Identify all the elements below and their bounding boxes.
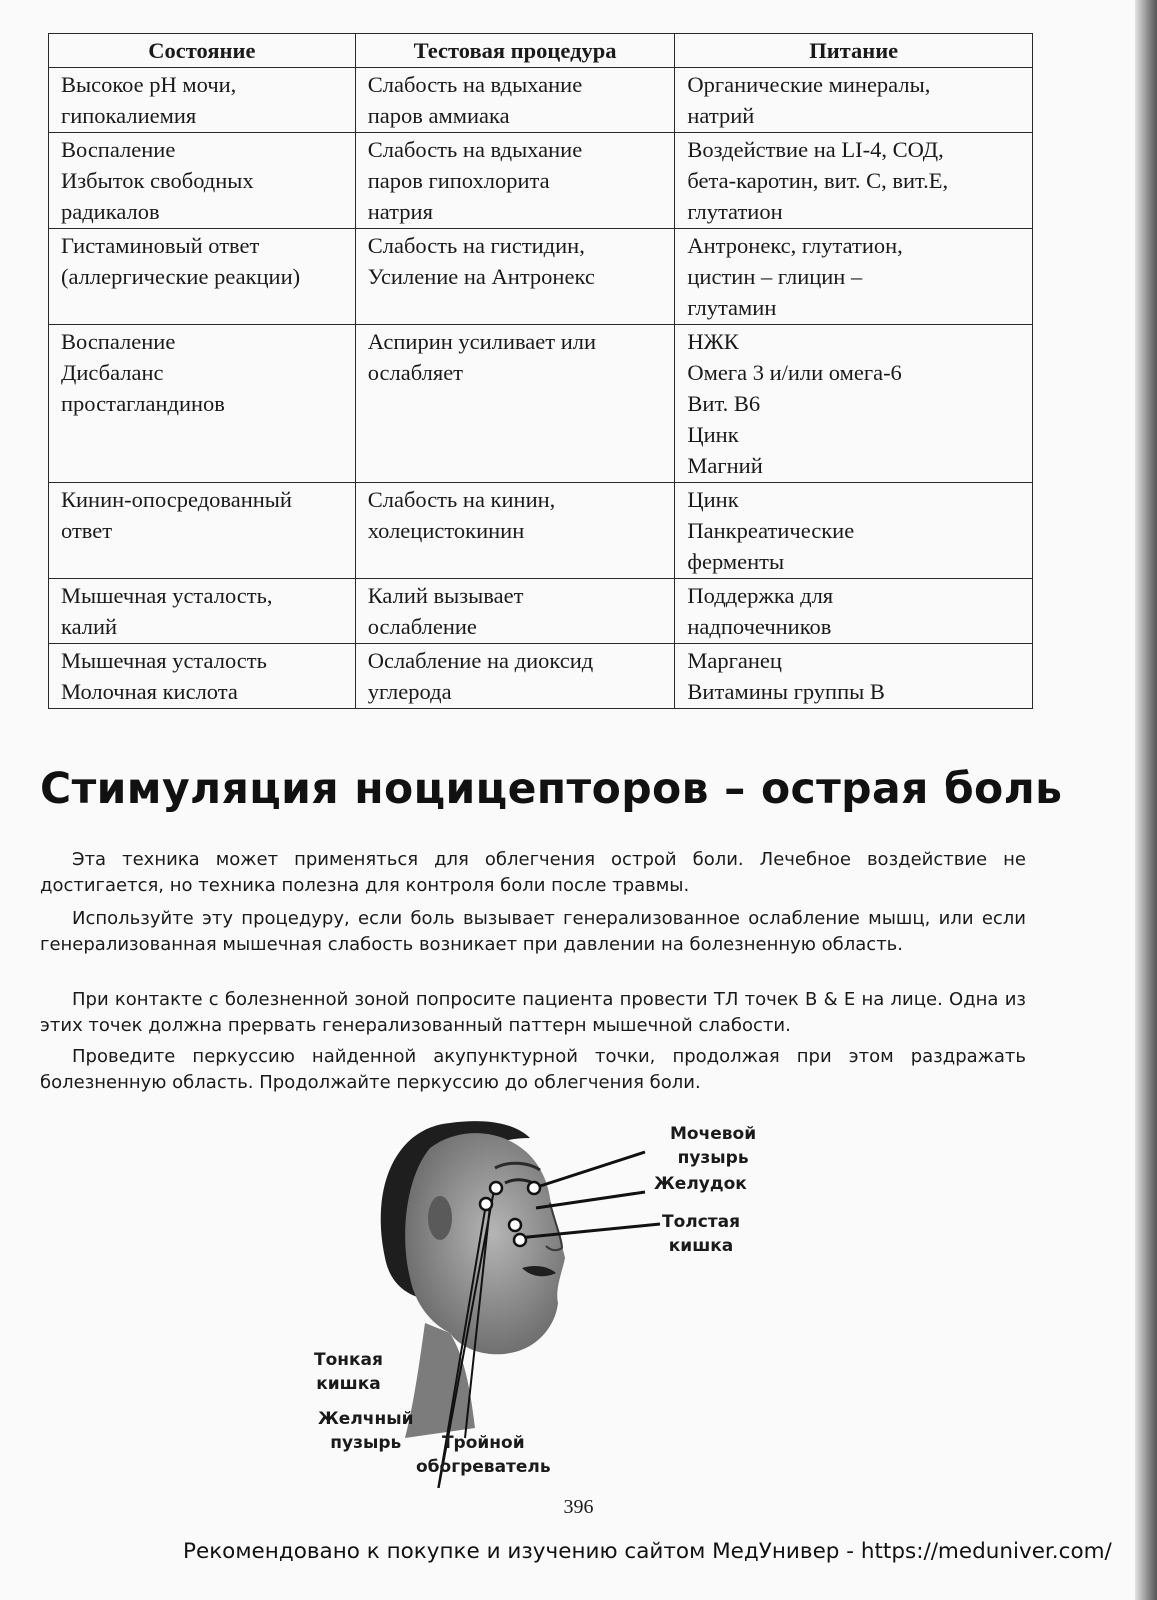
label-large-intestine: [662, 1210, 740, 1258]
table-cell-nutrition: [675, 68, 1033, 133]
cell-line: Слабость на кинин,: [367, 487, 556, 512]
table-row: [49, 483, 1033, 579]
acupoint-small-intestine: [514, 1234, 526, 1246]
label-large-intestine-line-2: кишка: [668, 1236, 734, 1256]
face-acupoints-figure: [300, 1108, 800, 1488]
table-cell-nutrition: [675, 579, 1033, 644]
cell-line: натрия: [367, 199, 433, 224]
cell-line: Цинк: [687, 422, 739, 447]
cell-line: Усиление на Антронекс: [367, 264, 595, 289]
cell-line: Вит. В6: [687, 391, 761, 416]
paragraph-3: При контакте с болезненной зоной попросите пациента провести TЛ точек В & Е на лице. Одна из этих точек должна прервать генерализованный паттерн мышечной слабости.: [40, 989, 1026, 1036]
cell-line: Поддержка для: [687, 583, 834, 608]
table-row: [49, 133, 1033, 229]
leader-line-bladder: [534, 1152, 645, 1188]
table-row: [49, 579, 1033, 644]
table-header-row: [49, 34, 1033, 68]
cell-line: холецистокинин: [367, 518, 525, 543]
cell-line: Антронекс, глутатион,: [687, 233, 903, 258]
label-stomach-line-1: Желудок: [654, 1174, 747, 1194]
cell-line: глутатион: [687, 199, 783, 224]
cell-line: Мышечная усталость: [61, 648, 267, 673]
cell-line: Ослабление на диоксид: [367, 648, 594, 673]
table-cell-procedure: [355, 68, 675, 133]
cell-line: цистин – глицин –: [687, 264, 863, 289]
header-procedure: Тестовая процедура: [355, 34, 675, 68]
cell-line: паров гипохлорита: [367, 168, 550, 193]
header-nutrition: Питание: [675, 34, 1033, 68]
acupoint-stomach: [528, 1182, 540, 1194]
table-cell-condition: [49, 325, 356, 483]
table-cell-procedure: [355, 644, 675, 709]
table-cell-procedure: [355, 229, 675, 325]
label-small-intestine: [314, 1348, 383, 1396]
cell-line: Кинин-опосредованный: [61, 487, 292, 512]
cell-line: ослабляет: [367, 360, 464, 385]
cell-line: НЖК: [687, 329, 739, 354]
table-row: [49, 325, 1033, 483]
cell-line: Воспаление: [61, 137, 176, 162]
cell-line: Панкреатические: [687, 518, 855, 543]
cell-line: гипокалиемия: [61, 103, 197, 128]
cell-line: Магний: [687, 453, 763, 478]
label-bladder-line-1: Мочевой: [670, 1124, 757, 1144]
paragraph-1: Эта техника может применяться для облегчения острой боли. Лечебное воздействие не достигается, но техника полезна для контроля боли после травмы.: [40, 849, 1026, 896]
cell-line: Дисбаланс: [61, 360, 164, 385]
table-cell-condition: [49, 644, 356, 709]
table-cell-procedure: [355, 579, 675, 644]
label-gallbladder: [318, 1407, 414, 1455]
cell-line: ответ: [61, 518, 113, 543]
cell-line: Аспирин усиливает или: [367, 329, 597, 354]
cell-line: Цинк: [687, 487, 739, 512]
table-row: [49, 229, 1033, 325]
table-cell-condition: [49, 68, 356, 133]
leader-line-stomach: [536, 1192, 645, 1208]
paragraph-4: Проведите перкуссию найденной акупунктурной точки, продолжая при этом раздражать болезненную область. Продолжайте перкуссию до облегчения боли.: [40, 1046, 1026, 1093]
cell-line: калий: [61, 614, 118, 639]
cell-line: Слабость на гистидин,: [367, 233, 585, 258]
table-row: [49, 68, 1033, 133]
acupoint-large-intestine: [509, 1219, 521, 1231]
ear: [428, 1196, 452, 1240]
label-triple-heater-line-2: обогреватель: [416, 1457, 551, 1477]
table-cell-procedure: [355, 133, 675, 229]
cell-line: надпочечников: [687, 614, 832, 639]
cell-line: бета-каротин, вит. С, вит.Е,: [687, 168, 949, 193]
label-triple-heater: [416, 1431, 551, 1479]
label-triple-heater-line-1: Тройной: [441, 1433, 525, 1453]
table-cell-procedure: [355, 325, 675, 483]
cell-line: (аллергические реакции): [61, 264, 301, 289]
paragraph-2: Используйте эту процедуру, если боль вызывает генерализованное ослабление мышц, или если генерализованная мышечная слабость возникает при давлении на болезненную область.: [40, 908, 1026, 955]
cell-line: Молочная кислота: [61, 679, 238, 704]
table-cell-nutrition: [675, 133, 1033, 229]
section-title: Стимуляция ноцицепторов – острая боль: [40, 765, 1063, 814]
label-gallbladder-line-1: Желчный: [318, 1409, 414, 1429]
label-bladder-line-2: пузырь: [677, 1148, 749, 1168]
header-condition: Состояние: [49, 34, 356, 68]
table-cell-condition: [49, 483, 356, 579]
cell-line: ферменты: [687, 549, 785, 574]
cell-line: Марганец: [687, 648, 782, 673]
label-bladder: [670, 1122, 756, 1170]
cell-line: Витамины группы В: [687, 679, 885, 704]
cell-line: Гистаминовый ответ: [61, 233, 260, 258]
table-cell-condition: [49, 579, 356, 644]
table-cell-nutrition: [675, 229, 1033, 325]
acupoint-bladder: [490, 1182, 502, 1194]
cell-line: глутамин: [687, 295, 777, 320]
label-stomach: [654, 1172, 747, 1196]
table-cell-nutrition: [675, 644, 1033, 709]
cell-line: Калий вызывает: [367, 583, 524, 608]
nutrition-table: [48, 33, 1033, 709]
page-edge-shadow: [1135, 0, 1157, 1600]
label-small-intestine-line-2: кишка: [316, 1374, 381, 1394]
cell-line: Высокое pH мочи,: [61, 72, 237, 97]
table-cell-nutrition: [675, 483, 1033, 579]
cell-line: радикалов: [61, 199, 160, 224]
cell-line: Воздействие на LI-4, СОД,: [687, 137, 944, 162]
table-cell-condition: [49, 229, 356, 325]
cell-line: углерода: [367, 679, 452, 704]
cell-line: Воспаление: [61, 329, 176, 354]
cell-line: натрий: [687, 103, 755, 128]
cell-line: паров аммиака: [367, 103, 510, 128]
cell-line: простагландинов: [61, 391, 225, 416]
table-cell-condition: [49, 133, 356, 229]
table-cell-procedure: [355, 483, 675, 579]
table-cell-nutrition: [675, 325, 1033, 483]
label-gallbladder-line-2: пузырь: [330, 1433, 402, 1453]
footer-recommendation: Рекомендовано к покупке и изучению сайтом МедУнивер - https://meduniver.com/: [183, 1539, 1112, 1564]
cell-line: Слабость на вдыхание: [367, 137, 583, 162]
page-number: 396: [563, 1496, 594, 1518]
table-row: [49, 644, 1033, 709]
acupoint-gallbladder: [480, 1198, 492, 1210]
cell-line: ослабление: [367, 614, 477, 639]
cell-line: Органические минералы,: [687, 72, 931, 97]
cell-line: Мышечная усталость,: [61, 583, 273, 608]
cell-line: Избыток свободных: [61, 168, 254, 193]
cell-line: Слабость на вдыхание: [367, 72, 583, 97]
cell-line: Омега 3 и/или омега-6: [687, 360, 902, 385]
label-large-intestine-line-1: Толстая: [662, 1212, 741, 1232]
label-small-intestine-line-1: Тонкая: [314, 1350, 383, 1370]
